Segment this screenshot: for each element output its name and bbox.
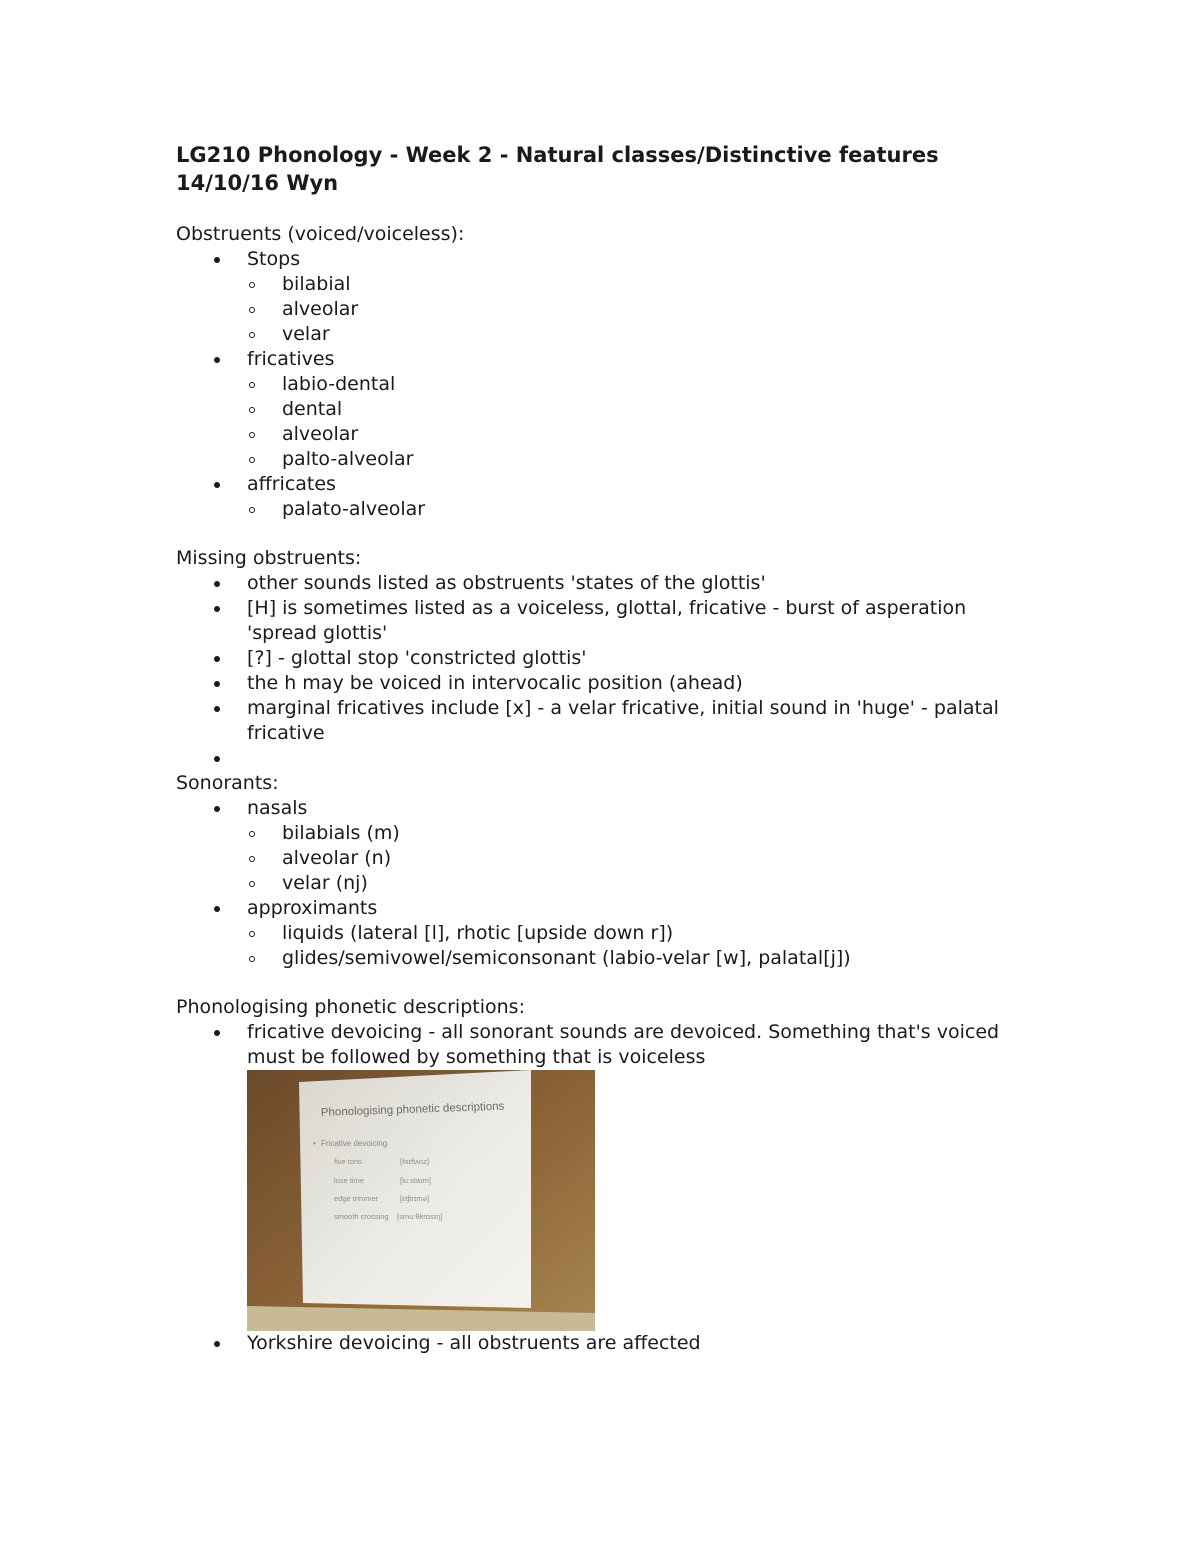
sublist bbox=[211, 821, 1036, 896]
circle-bullet-icon bbox=[249, 432, 255, 438]
list-item-text: [H] is sometimes listed as a voiceless, glottal, fricative - burst of asperation 'spread glottis' bbox=[247, 597, 967, 644]
phonologising-heading: Phonologising phonetic descriptions: bbox=[176, 996, 525, 1018]
slide-bullet: • bbox=[313, 1139, 316, 1148]
sublist-item-label: alveolar bbox=[282, 298, 359, 320]
sublist-item-label: bilabials (m) bbox=[282, 822, 400, 844]
lecture-slide-photo bbox=[247, 1070, 595, 1331]
missing-obstruents-heading: Missing obstruents: bbox=[176, 547, 362, 569]
circle-bullet-icon bbox=[249, 881, 255, 887]
list-item-text: fricative devoicing - all sonorant sounds are devoiced. Something that's voiced must be followed by something that is voiceless bbox=[247, 1021, 1000, 1068]
sublist-item-label: glides/semivowel/semiconsonant (labio-velar [w], palatal[j]) bbox=[282, 947, 851, 969]
sublist-item bbox=[211, 297, 1036, 322]
list-item bbox=[176, 896, 1036, 971]
sonorants-heading: Sonorants: bbox=[176, 772, 279, 794]
sublist-item-label: bilabial bbox=[282, 273, 351, 295]
bullet-icon bbox=[214, 681, 220, 687]
list-item-label: approximants bbox=[247, 897, 378, 919]
sublist-item-label: dental bbox=[282, 398, 343, 420]
missing-obstruents-list bbox=[176, 571, 1036, 771]
list-item-text: the h may be voiced in intervocalic position (ahead) bbox=[247, 672, 743, 694]
list-item-label: fricatives bbox=[247, 348, 335, 370]
list-item-text: marginal fricatives include [x] - a velar fricative, initial sound in 'huge' - palatal fricative bbox=[247, 697, 999, 744]
list-item-label: Stops bbox=[247, 248, 301, 270]
sublist-item-label: labio-dental bbox=[282, 373, 396, 395]
circle-bullet-icon bbox=[249, 457, 255, 463]
sublist-item bbox=[211, 921, 1036, 946]
phonologising-list bbox=[176, 1020, 1036, 1356]
obstruents-list bbox=[176, 247, 1036, 522]
sublist-item bbox=[211, 946, 1036, 971]
slide-row-ipa: [ɛtʃtrɪmə] bbox=[400, 1194, 430, 1203]
sublist-item bbox=[211, 497, 1036, 522]
slide-row-phrase: five tons bbox=[334, 1157, 362, 1166]
sublist-item bbox=[211, 372, 1036, 397]
title-line-1: LG210 Phonology - Week 2 - Natural classes/Distinctive features bbox=[176, 143, 939, 167]
circle-bullet-icon bbox=[249, 507, 255, 513]
bullet-icon bbox=[214, 806, 220, 812]
sublist-item bbox=[211, 272, 1036, 297]
list-item-empty bbox=[176, 746, 1036, 771]
list-item-label: nasals bbox=[247, 797, 308, 819]
bullet-icon bbox=[214, 756, 220, 762]
list-item-text: Yorkshire devoicing - all obstruents are affected bbox=[247, 1332, 701, 1354]
spacer bbox=[176, 522, 1036, 546]
circle-bullet-icon bbox=[249, 831, 255, 837]
list-item bbox=[176, 1331, 1036, 1356]
sublist-item-label: palato-alveolar bbox=[282, 498, 426, 520]
sublist-item-label: alveolar (n) bbox=[282, 847, 392, 869]
bullet-icon bbox=[214, 606, 220, 612]
sublist-item bbox=[211, 322, 1036, 347]
list-item bbox=[176, 571, 1036, 596]
sublist bbox=[211, 921, 1036, 971]
notes-body bbox=[176, 222, 1036, 1356]
title-line-2: 14/10/16 Wyn bbox=[176, 171, 339, 195]
list-item bbox=[176, 596, 1036, 646]
list-item bbox=[176, 472, 1036, 522]
list-item-label: affricates bbox=[247, 473, 336, 495]
bullet-icon bbox=[214, 656, 220, 662]
circle-bullet-icon bbox=[249, 856, 255, 862]
list-item bbox=[176, 671, 1036, 696]
slide-row-phrase: lose time bbox=[334, 1176, 365, 1185]
bullet-icon bbox=[214, 581, 220, 587]
bullet-icon bbox=[214, 257, 220, 263]
slide-row-ipa: [faɪftʌnz] bbox=[400, 1157, 429, 1166]
list-item-text: other sounds listed as obstruents 'states of the glottis' bbox=[247, 572, 766, 594]
sublist bbox=[211, 497, 1036, 522]
list-item bbox=[176, 646, 1036, 671]
sublist-item-label: alveolar bbox=[282, 423, 359, 445]
circle-bullet-icon bbox=[249, 382, 255, 388]
slide-row-phrase: edge trimmer bbox=[334, 1194, 379, 1203]
bullet-icon bbox=[214, 1030, 220, 1036]
slide-row-phrase: smooth crossing bbox=[334, 1212, 389, 1221]
sublist bbox=[211, 272, 1036, 347]
slide-bullet-text: Fricative devoicing bbox=[321, 1139, 388, 1148]
slide-title: Phonologising phonetic descriptions bbox=[320, 1100, 505, 1119]
sublist-item-label: velar bbox=[282, 323, 330, 345]
circle-bullet-icon bbox=[249, 307, 255, 313]
list-item bbox=[176, 247, 1036, 347]
sublist-item bbox=[211, 846, 1036, 871]
obstruents-heading: Obstruents (voiced/voiceless): bbox=[176, 223, 465, 245]
list-item bbox=[176, 796, 1036, 896]
slide-row-ipa: [luːstaɪm] bbox=[400, 1176, 432, 1185]
sublist-item bbox=[211, 422, 1036, 447]
sublist-item bbox=[211, 821, 1036, 846]
sublist-item-label: liquids (lateral [l], rhotic [upside down r]) bbox=[282, 922, 674, 944]
bullet-icon bbox=[214, 357, 220, 363]
circle-bullet-icon bbox=[249, 407, 255, 413]
list-item bbox=[176, 1020, 1036, 1331]
circle-bullet-icon bbox=[249, 931, 255, 937]
list-item bbox=[176, 696, 1036, 746]
bullet-icon bbox=[214, 482, 220, 488]
sublist-item bbox=[211, 397, 1036, 422]
spacer bbox=[176, 971, 1036, 995]
bullet-icon bbox=[214, 906, 220, 912]
circle-bullet-icon bbox=[249, 332, 255, 338]
bullet-icon bbox=[214, 706, 220, 712]
slide-row-ipa: [smuːθkrɒsɪŋ] bbox=[397, 1212, 443, 1221]
bullet-icon bbox=[214, 1341, 220, 1347]
sublist-item bbox=[211, 871, 1036, 896]
page-title bbox=[176, 141, 1076, 197]
list-item-text: [?] - glottal stop 'constricted glottis' bbox=[247, 647, 587, 669]
sublist-item bbox=[211, 447, 1036, 472]
sublist bbox=[211, 372, 1036, 472]
sublist-item-label: velar (nj) bbox=[282, 872, 368, 894]
circle-bullet-icon bbox=[249, 956, 255, 962]
sublist-item-label: palto-alveolar bbox=[282, 448, 414, 470]
list-item bbox=[176, 347, 1036, 472]
sonorants-list bbox=[176, 796, 1036, 971]
circle-bullet-icon bbox=[249, 282, 255, 288]
slide-photo-graphic bbox=[247, 1070, 595, 1331]
